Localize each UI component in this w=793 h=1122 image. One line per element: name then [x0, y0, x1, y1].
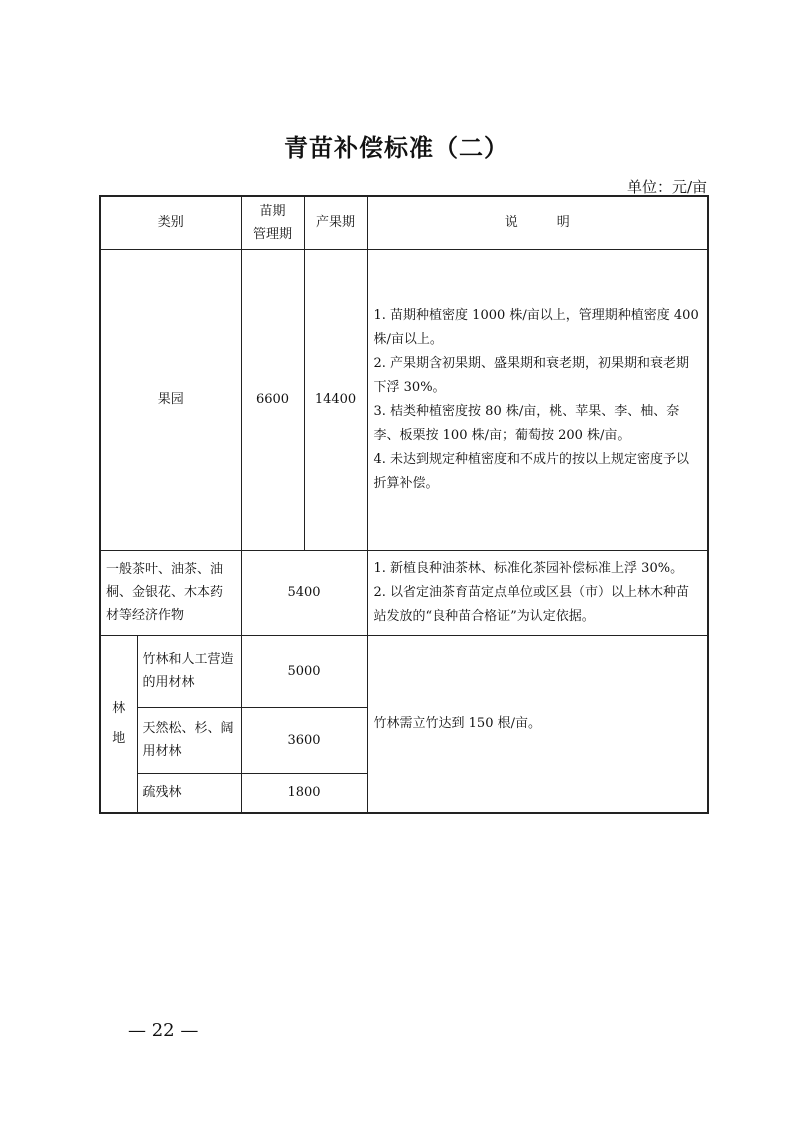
tea-row — [100, 550, 708, 635]
orchard-fruit-value: 14400 — [304, 249, 367, 550]
orchard-mgmt-value: 6600 — [241, 249, 304, 550]
header-notes: 说 明 — [367, 196, 708, 249]
header-row — [100, 196, 708, 249]
unit-label: 单位：元/亩 — [626, 178, 707, 196]
orchard-row — [100, 249, 708, 550]
header-mgmt-period — [241, 196, 304, 249]
header-mgmt-line1: 苗期 — [259, 203, 286, 219]
page-number: — 22 — — [128, 1020, 199, 1041]
header-category: 类别 — [100, 196, 241, 249]
forest-row-name: 疏残林 — [137, 773, 241, 813]
forest-row-name: 天然松、杉、阔用材林 — [137, 707, 241, 773]
orchard-note-4: 4. 未达到规定种植密度和不成片的按以上规定密度予以折算补偿。 — [373, 451, 690, 491]
forest-row-value: 3600 — [241, 707, 367, 773]
forest-label-line1: 林 — [112, 700, 126, 716]
forest-label — [100, 635, 137, 813]
orchard-note-1: 1. 苗期种植密度 1000 株/亩以上，管理期种植密度 400 株/亩以上。 — [373, 307, 699, 347]
orchard-note-2: 2. 产果期含初果期、盛果期和衰老期，初果期和衰老期下浮 30%。 — [373, 355, 690, 395]
forest-row-name: 竹林和人工营造的用材林 — [137, 635, 241, 707]
compensation-table — [99, 195, 709, 814]
header-fruit-period: 产果期 — [304, 196, 367, 249]
forest-row-value: 1800 — [241, 773, 367, 813]
orchard-notes — [367, 249, 708, 550]
orchard-note-3: 3. 桔类种植密度按 80 株/亩，桃、苹果、李、柚、奈李、板栗按 100 株/亩；葡萄按 200 株/亩。 — [373, 403, 680, 443]
forest-label-line2: 地 — [112, 730, 126, 746]
forest-row-value: 5000 — [241, 635, 367, 707]
tea-notes — [367, 550, 708, 635]
tea-value: 5400 — [241, 550, 367, 635]
tea-note-2: 2. 以省定油茶育苗定点单位或区县（市）以上林木种苗站发放的“良种苗合格证”为认定依据。 — [373, 584, 690, 624]
orchard-label: 果园 — [100, 249, 241, 550]
forest-notes: 竹林需立竹达到 150 根/亩。 — [367, 635, 708, 813]
tea-label: 一般茶叶、油茶、油桐、金银花、木本药材等经济作物 — [100, 550, 241, 635]
page-title: 青苗补偿标准（二） — [284, 133, 509, 162]
tea-note-1: 1. 新植良种油茶林、标准化茶园补偿标准上浮 30%。 — [373, 560, 684, 576]
header-mgmt-line2: 管理期 — [253, 226, 293, 242]
forest-row — [100, 635, 708, 707]
